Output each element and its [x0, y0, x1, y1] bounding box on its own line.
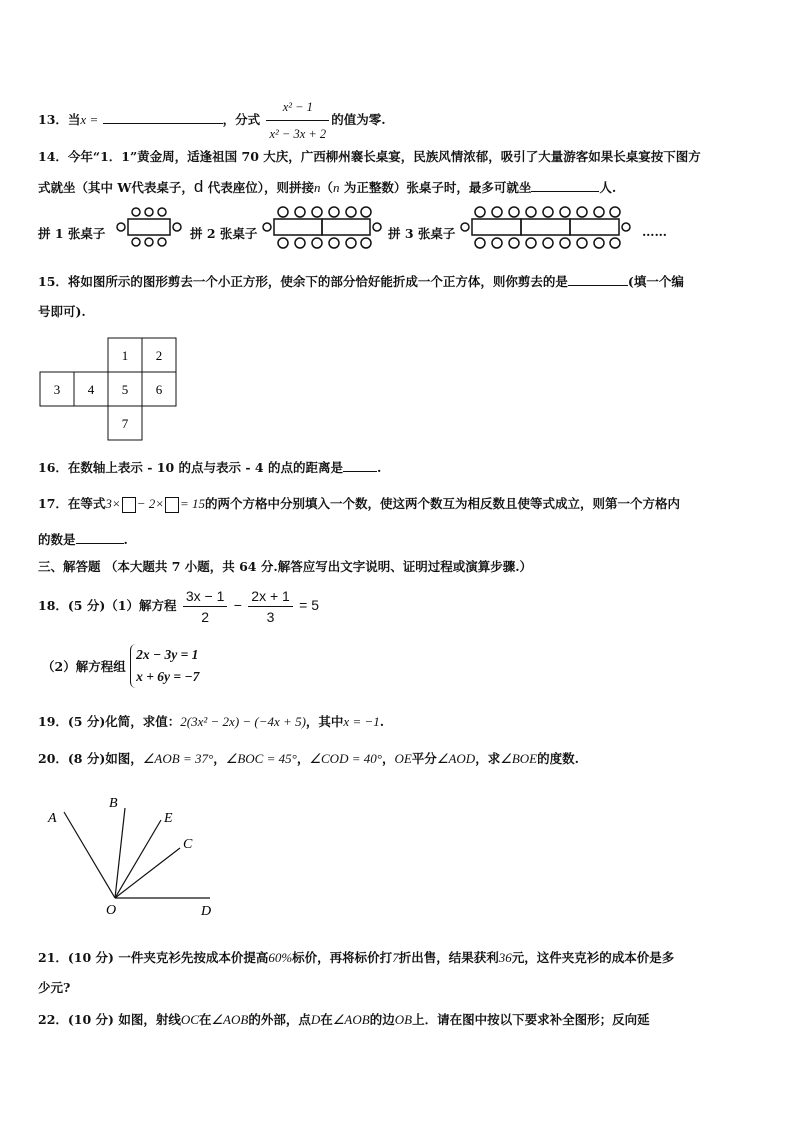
cell-7: 7 — [121, 416, 129, 431]
q17-line1: 17．在等式3× − 2× = 15的两个方格中分别填入一个数，使这两个数互为相反数且使等式成立，则第一个方格内 — [38, 496, 681, 511]
table-label-1: 拼 1 张桌子 — [38, 226, 106, 241]
q19: 19．(5 分)化简，求值：2(3x² − 2x) − (−4x + 5)，其中x = −1. — [38, 714, 385, 729]
ray-OC — [115, 848, 180, 898]
q14-line2: 式就坐（其中 W代表桌子，d 代表座位），则拼接n（n 为正整数）张桌子时，最多可就坐 人. — [38, 177, 617, 196]
q20: 20．(8 分)如图，∠AOB = 37°，∠BOC = 45°，∠COD = 40°，OE平分∠AOD，求∠BOE的度数. — [38, 751, 579, 766]
answer-blank — [76, 531, 124, 544]
cell-5: 5 — [121, 382, 129, 397]
q21-line2: 少元? — [38, 980, 71, 995]
angle-figure — [40, 790, 230, 920]
table-rect — [128, 219, 170, 235]
seat-circle — [173, 223, 181, 231]
ray-OA — [64, 812, 115, 898]
fraction: $\frac{3x - 1}{2}$ — [183, 586, 228, 627]
answer-blank — [568, 273, 628, 286]
label-C: C — [183, 837, 193, 852]
table-arrangement-figure — [0, 205, 794, 255]
cell-1: 1 — [121, 348, 129, 363]
answer-box-1 — [122, 497, 136, 513]
cell-3: 3 — [53, 382, 61, 397]
q18-part2: （2）解方程组 2x − 3y = 1 x + 6y = −7 — [42, 644, 199, 688]
fraction: $\frac{2x + 1}{3}$ — [248, 586, 293, 627]
cell-2: 2 — [155, 348, 163, 363]
answer-blank — [103, 111, 223, 124]
equation-system: 2x − 3y = 1 x + 6y = −7 — [130, 644, 199, 688]
label-D: D — [201, 904, 212, 919]
fraction: $\frac{\text{x² − 1}}{\text{x² − 3x + 2}}$ — [266, 94, 329, 147]
answer-box-2 — [165, 497, 179, 513]
cell-4: 4 — [87, 382, 95, 397]
q14-line1: 14．今年“1．1”黄金周，适逢祖国 70 大庆，广西柳州褰长桌宴，民族风情浓郁，吸引了大量游客如果长桌宴按下图方 — [38, 149, 701, 164]
q22: 22．(10 分) 如图，射线OC在∠AOB的外部，点D在∠AOB的边OB上．请在图中按以下要求补全图形；反向延 — [38, 1012, 650, 1027]
table-label-2: 拼 2 张桌子 — [190, 226, 258, 241]
answer-blank — [531, 179, 599, 192]
answer-blank — [343, 459, 377, 472]
q13-number: 13． — [38, 112, 68, 127]
cube-net-figure — [36, 336, 186, 442]
table-label-3: 拼 3 张桌子 — [388, 226, 456, 241]
cell-6: 6 — [155, 382, 163, 397]
q21-line1: 21．(10 分) 一件夹克衫先按成本价提高60%标价，再将标价打7折出售，结果获利36元，这件夹克衫的成本价是多 — [38, 950, 675, 965]
label-E: E — [164, 811, 173, 826]
label-A: A — [48, 811, 57, 826]
q18-part1: 18．(5 分)（1）解方程 $\frac{3x - 1}{2}$ − $\frac{2x + 1}{3}$ = 5 — [38, 588, 320, 625]
section-heading: 三、解答题 （本大题共 7 小题，共 64 分.解答应写出文字说明、证明过程或演算步骤.） — [38, 559, 533, 574]
q15-line2: 号即可). — [38, 304, 86, 319]
label-B: B — [109, 796, 118, 811]
ellipsis: …… — [642, 224, 667, 239]
q13: 13．当x = ，分式 $\frac{\text{x² − 1}}{\text{x² − 3x + 2}}$ 的值为零. — [38, 94, 386, 147]
seat-circle — [117, 223, 125, 231]
q15-line1: 15．将如图所示的图形剪去一个小正方形，使余下的部分恰好能折成一个正方体，则你剪去的是 (填一个编 — [38, 274, 684, 289]
q17-line2: 的数是 . — [38, 532, 128, 547]
label-O: O — [106, 903, 117, 918]
q16: 16．在数轴上表示 - 10 的点与表示 - 4 的点的距离是 . — [38, 460, 382, 475]
